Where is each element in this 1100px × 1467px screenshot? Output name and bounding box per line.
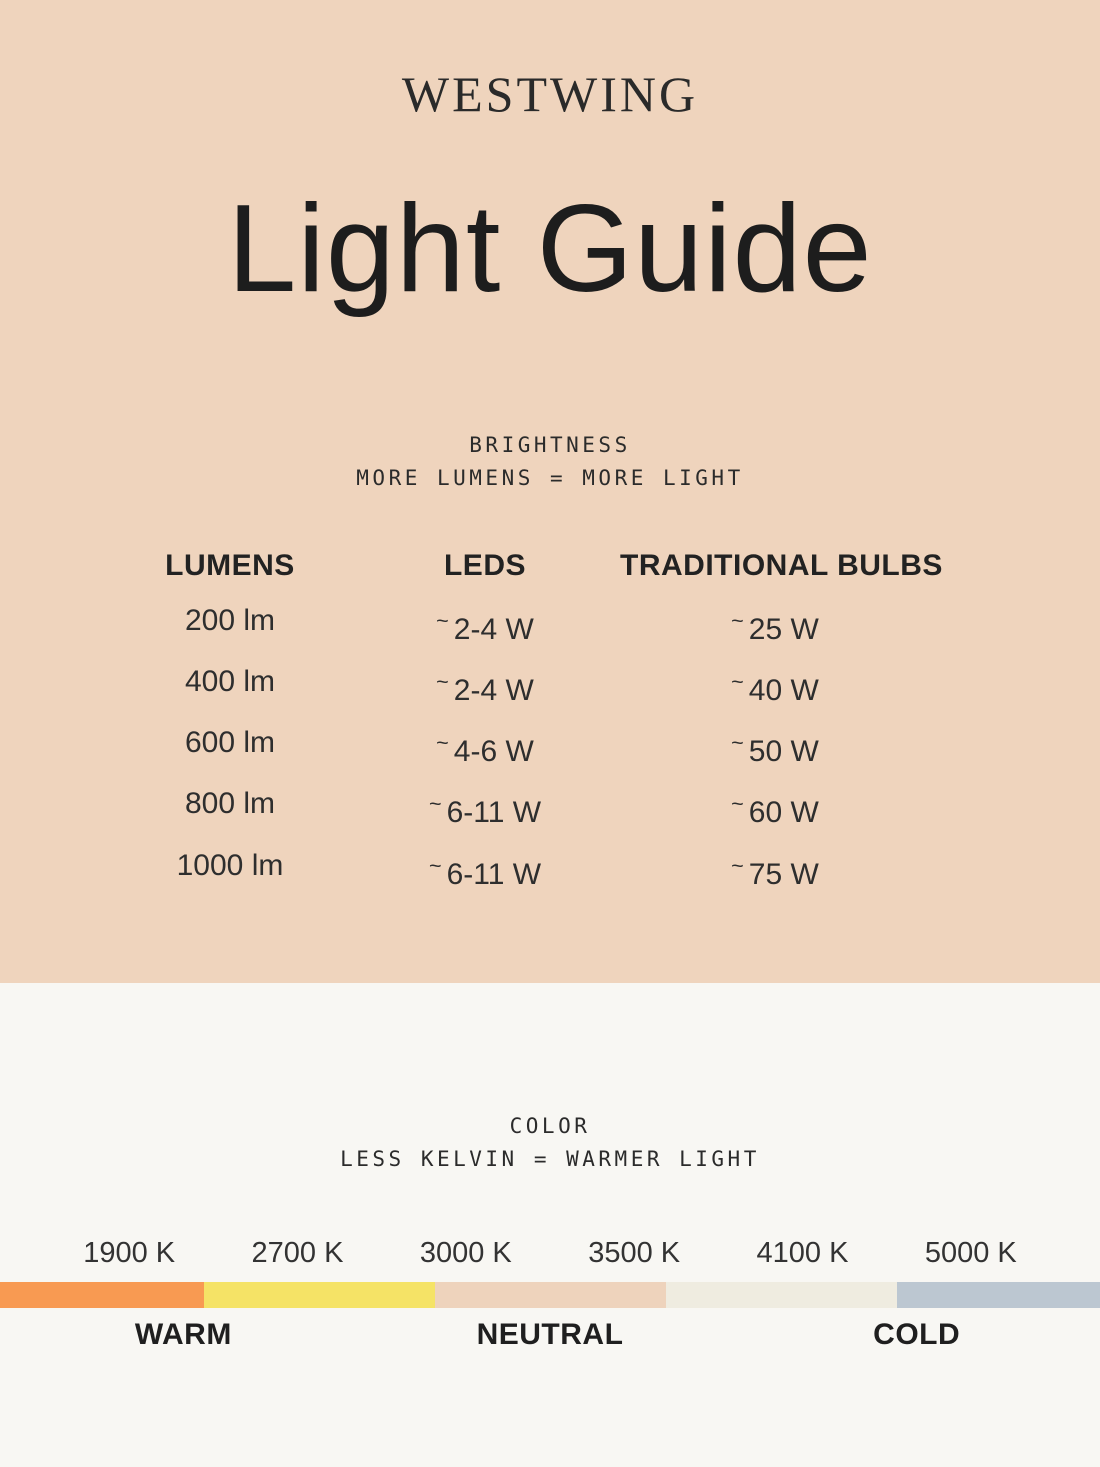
brightness-subheading: MORE LUMENS = MORE LIGHT <box>356 465 744 490</box>
color-section <box>0 983 1100 1467</box>
table-header-row <box>110 549 1100 583</box>
table-row <box>110 717 1100 778</box>
kelvin-labels-row <box>0 1238 1100 1268</box>
kelvin-segment-warm-yellow <box>204 1282 435 1308</box>
lumens-value: 600 lm <box>184 726 276 760</box>
table-row <box>110 840 1100 901</box>
leds-value: ~ 6-11 W <box>350 840 620 901</box>
approx-symbol: ~ <box>428 852 442 878</box>
kelvin-segment-neutral-peach <box>435 1282 666 1308</box>
kelvin-segment-warm-orange <box>0 1282 204 1308</box>
bulbs-value: ~ 50 W <box>620 717 930 778</box>
leds-value: ~ 4-6 W <box>350 717 620 778</box>
approx-symbol: ~ <box>436 668 449 694</box>
color-heading-block <box>0 1110 1100 1176</box>
bulbs-value: ~ 75 W <box>620 840 930 901</box>
color-subheading: LESS KELVIN = WARMER LIGHT <box>340 1147 760 1171</box>
leds-value: ~ 6-11 W <box>350 778 620 839</box>
kelvin-label: 2700 K <box>251 1237 344 1269</box>
brightness-heading: BRIGHTNESS <box>469 432 631 457</box>
kelvin-segment-neutral-cream <box>666 1282 897 1308</box>
approx-symbol: ~ <box>428 791 442 817</box>
table-row <box>110 778 1100 839</box>
leds-value: ~ 2-4 W <box>350 656 620 717</box>
kelvin-label: 4100 K <box>756 1237 849 1269</box>
approx-symbol: ~ <box>731 852 744 878</box>
temperature-label-cold: COLD <box>873 1318 961 1351</box>
lumens-value: 400 lm <box>184 664 276 698</box>
leds-value: ~ 2-4 W <box>350 595 620 656</box>
temperature-label-warm: WARM <box>134 1318 232 1351</box>
lumens-table <box>0 549 1100 901</box>
table-row <box>110 595 1100 656</box>
approx-symbol: ~ <box>436 730 449 756</box>
table-row <box>110 656 1100 717</box>
header-leds: LEDS <box>443 548 526 582</box>
table-body <box>110 595 1100 901</box>
brightness-heading-block <box>0 429 1100 495</box>
lumens-value: 800 lm <box>184 787 276 821</box>
approx-symbol: ~ <box>731 791 744 817</box>
bulbs-value: ~ 25 W <box>620 595 930 656</box>
approx-symbol: ~ <box>436 607 449 633</box>
header-traditional-bulbs: TRADITIONAL BULBS <box>620 548 943 582</box>
kelvin-label: 5000 K <box>924 1237 1017 1269</box>
approx-symbol: ~ <box>731 668 744 694</box>
page-title: Light Guide <box>227 179 873 318</box>
bulbs-value: ~ 40 W <box>620 656 930 717</box>
header-lumens: LUMENS <box>165 548 295 582</box>
temperature-label-neutral: NEUTRAL <box>476 1318 624 1351</box>
approx-symbol: ~ <box>731 607 744 633</box>
kelvin-color-scale <box>0 1282 1100 1308</box>
lumens-value: 200 lm <box>184 603 276 637</box>
westwing-logo: WESTWING <box>401 66 699 122</box>
lumens-value: 1000 lm <box>176 848 284 882</box>
kelvin-label: 3000 K <box>419 1237 512 1269</box>
kelvin-segment-cold-blue <box>897 1282 1100 1308</box>
kelvin-label: 1900 K <box>83 1237 176 1269</box>
bulbs-value: ~ 60 W <box>620 778 930 839</box>
color-heading: COLOR <box>509 1114 591 1138</box>
approx-symbol: ~ <box>731 730 744 756</box>
kelvin-label: 3500 K <box>588 1237 681 1269</box>
temperature-labels-row <box>0 1318 1100 1352</box>
